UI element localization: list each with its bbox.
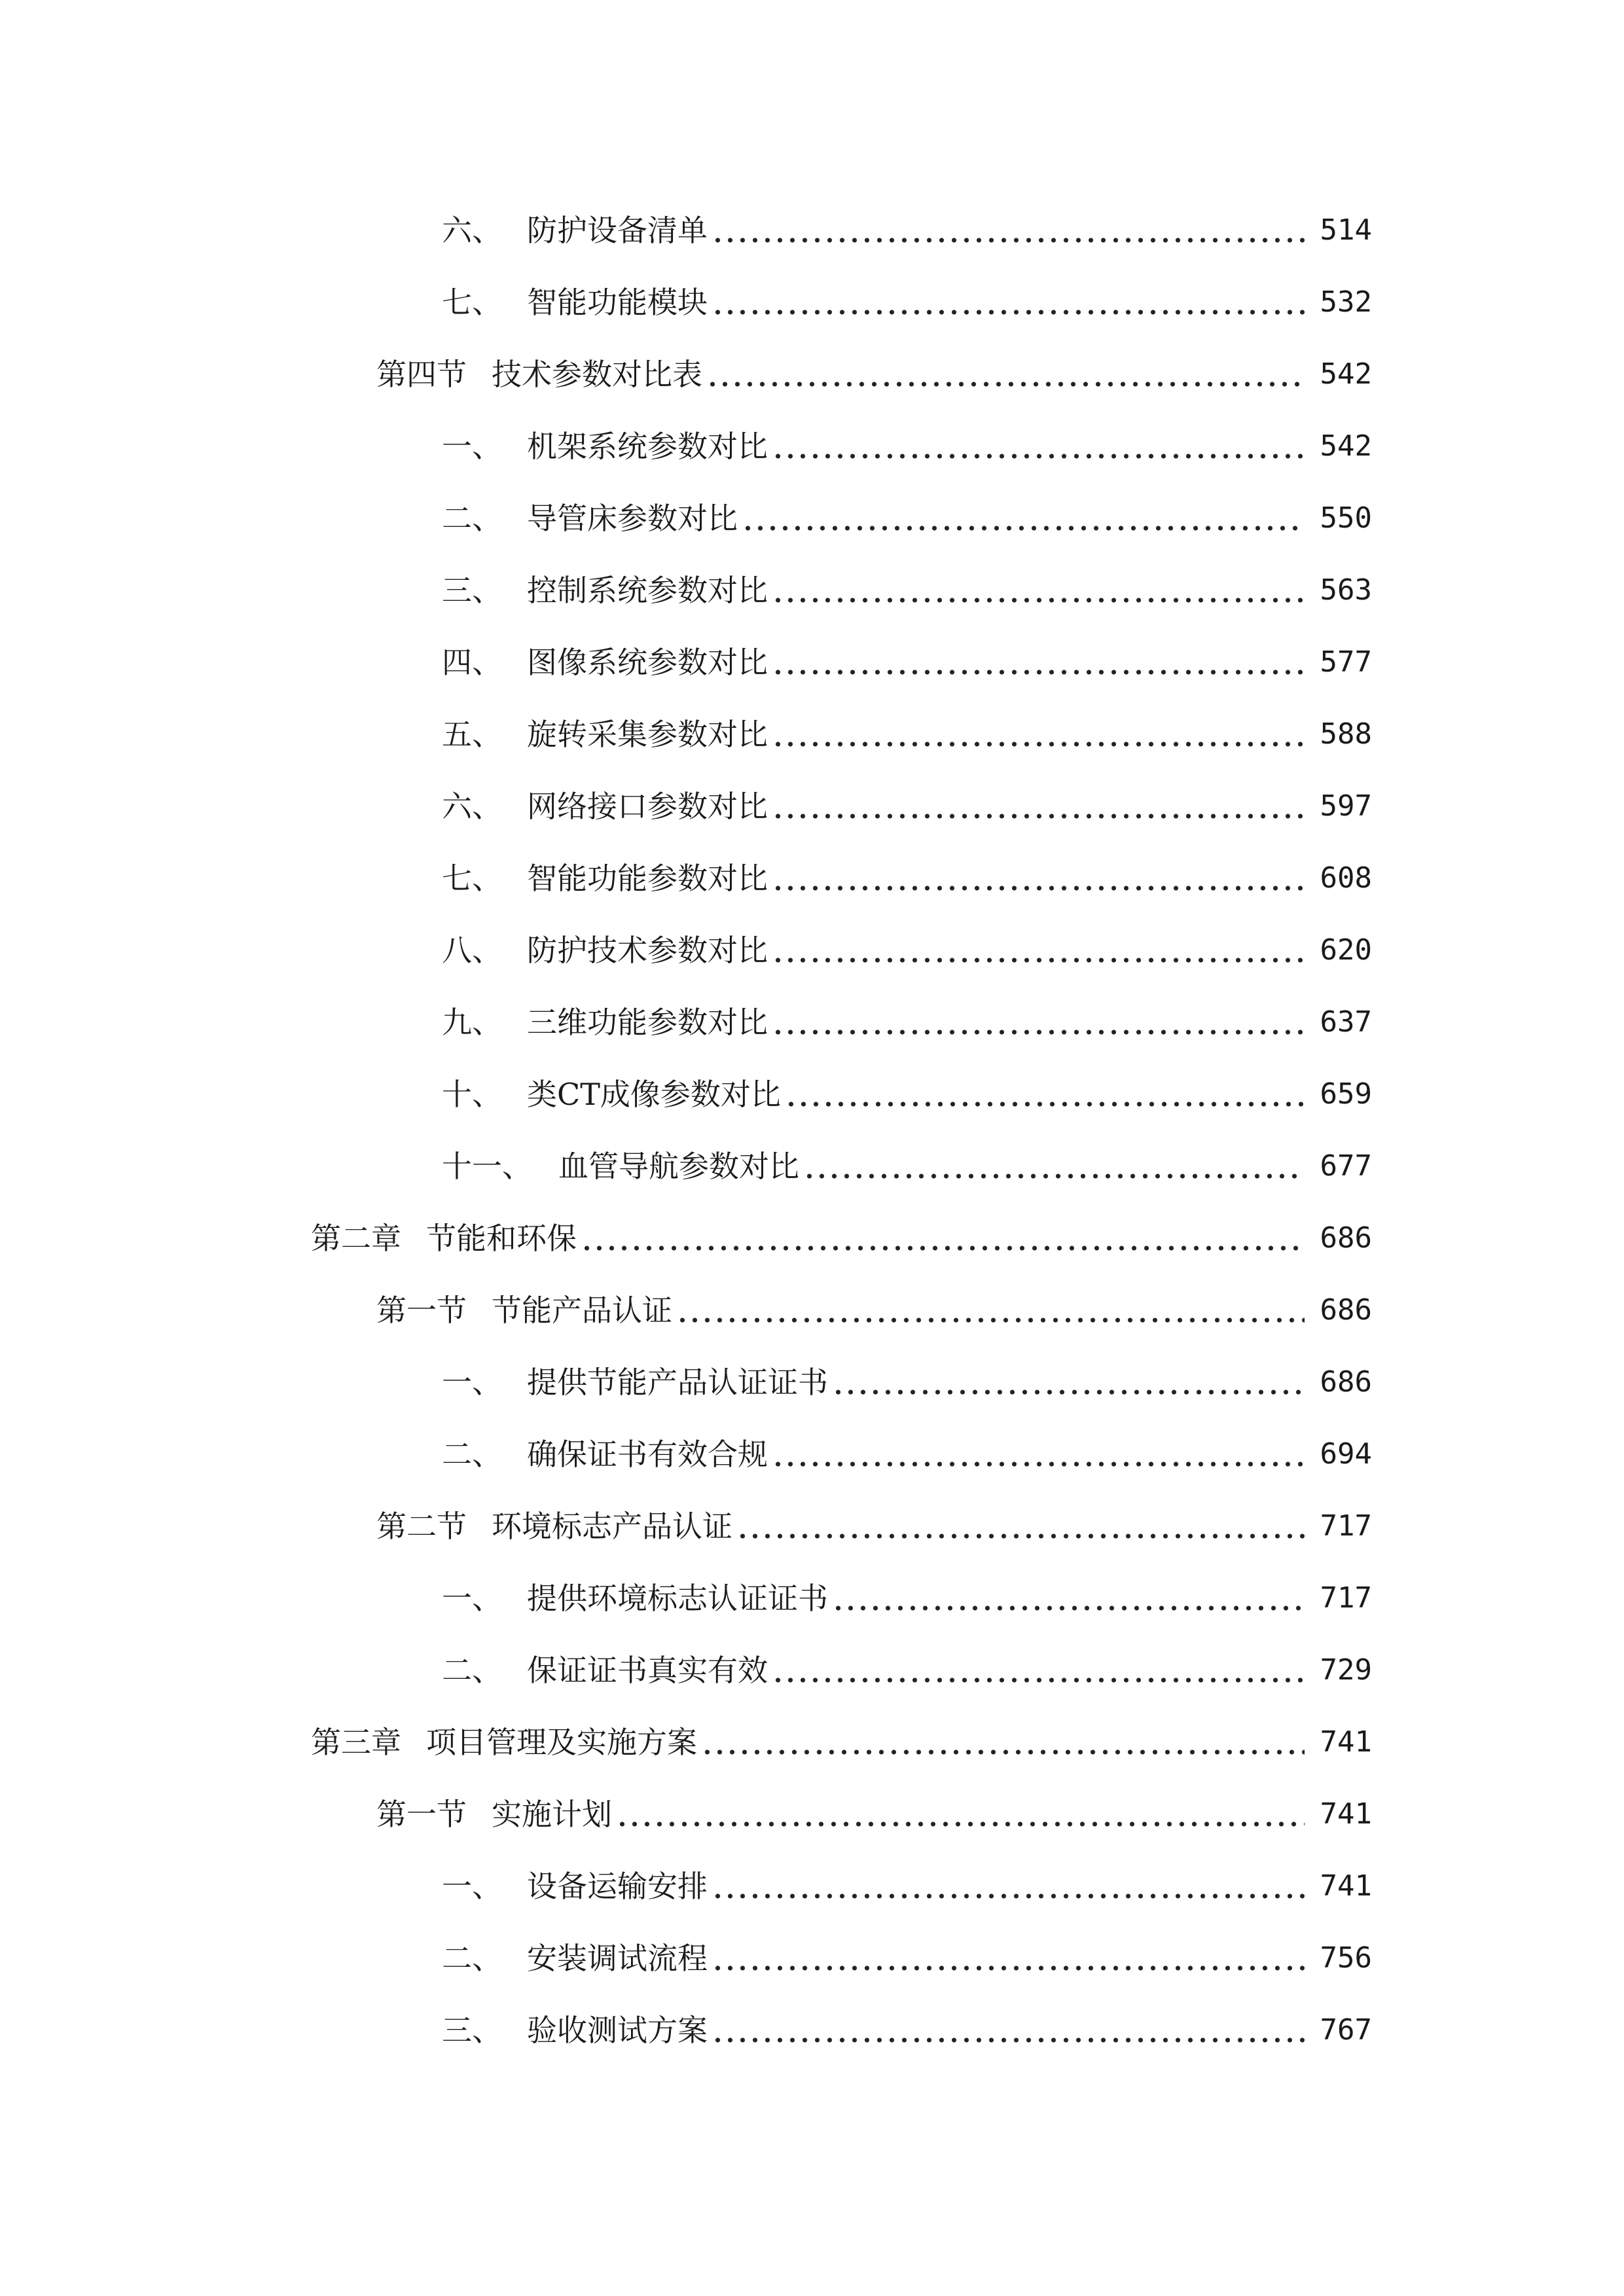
toc-entry[interactable] <box>442 1644 1372 1696</box>
toc-entry-number: 一、 <box>442 1581 502 1616</box>
toc-entry-number: 第四节 <box>376 357 467 392</box>
toc-dot-leader <box>712 1932 1305 1984</box>
toc-entry-page: 686 <box>1320 1221 1372 1255</box>
toc-entry[interactable] <box>376 1284 1372 1336</box>
toc-entry-title: 机架系统参数对比 <box>527 429 768 464</box>
toc-entry-number: 第一节 <box>376 1293 467 1328</box>
toc-dot-leader <box>772 1428 1305 1480</box>
toc-entry-number: 十、 <box>442 1077 502 1112</box>
toc-dot-leader <box>832 1356 1305 1408</box>
toc-dot-leader <box>676 1284 1305 1336</box>
toc-entry[interactable] <box>442 2004 1372 2056</box>
toc-entry-page: 659 <box>1320 1077 1372 1111</box>
toc-entry-title: 环境标志产品认证 <box>492 1509 732 1544</box>
toc-entry-number: 四、 <box>442 645 502 680</box>
toc-entry-page: 588 <box>1320 717 1372 751</box>
toc-entry-page: 741 <box>1320 1725 1372 1759</box>
toc-dot-leader <box>736 1500 1305 1552</box>
toc-dot-leader <box>772 852 1305 905</box>
toc-entry-page: 686 <box>1320 1365 1372 1399</box>
toc-entry-title: 节能产品认证 <box>492 1293 672 1328</box>
toc-entry-title: 血管导航参数对比 <box>558 1149 799 1184</box>
toc-entry[interactable] <box>442 1068 1372 1121</box>
toc-entry-page: 677 <box>1320 1149 1372 1183</box>
toc-entry-number: 七、 <box>442 285 502 320</box>
toc-entry[interactable] <box>442 852 1372 905</box>
toc-entry-number: 第三章 <box>311 1725 401 1760</box>
toc-entry-title: 技术参数对比表 <box>492 357 702 392</box>
toc-entry-page: 694 <box>1320 1437 1372 1471</box>
toc-entry-page: 597 <box>1320 789 1372 823</box>
toc-entry-page: 717 <box>1320 1509 1372 1543</box>
toc-entry-number: 七、 <box>442 861 502 896</box>
toc-dot-leader <box>772 1644 1305 1696</box>
toc-entry[interactable] <box>311 1212 1372 1265</box>
toc-entry-title: 防护技术参数对比 <box>527 933 768 968</box>
toc-dot-leader <box>706 348 1305 401</box>
toc-entry[interactable] <box>442 1140 1372 1193</box>
toc-entry-title: 项目管理及实施方案 <box>426 1725 697 1760</box>
toc-entry-title: 智能功能参数对比 <box>527 861 768 896</box>
toc-dot-leader <box>772 780 1305 833</box>
toc-dot-leader <box>712 1860 1305 1912</box>
toc-dot-leader <box>803 1140 1305 1193</box>
toc-dot-leader <box>772 924 1305 977</box>
toc-entry-number: 六、 <box>442 789 502 824</box>
toc-entry-title: 三维功能参数对比 <box>527 1005 768 1040</box>
toc-entry[interactable] <box>442 996 1372 1049</box>
toc-entry[interactable] <box>442 924 1372 977</box>
toc-entry-page: 542 <box>1320 429 1372 463</box>
toc-dot-leader <box>772 708 1305 761</box>
toc-entry-number: 一、 <box>442 1365 502 1400</box>
toc-entry-page: 756 <box>1320 1941 1372 1975</box>
toc-entry[interactable] <box>442 1860 1372 1912</box>
toc-entry-title: 智能功能模块 <box>527 285 708 320</box>
toc-entry[interactable] <box>442 1428 1372 1480</box>
toc-dot-leader <box>616 1788 1305 1840</box>
toc-entry-number: 第二章 <box>311 1221 401 1256</box>
toc-entry-page: 620 <box>1320 933 1372 967</box>
toc-entry[interactable] <box>442 204 1372 257</box>
toc-entry-title: 类CT成像参数对比 <box>527 1077 781 1112</box>
toc-entry-title: 保证证书真实有效 <box>527 1653 768 1688</box>
toc-entry-page: 767 <box>1320 2013 1372 2047</box>
toc-entry-title: 图像系统参数对比 <box>527 645 768 680</box>
toc-dot-leader <box>712 204 1305 257</box>
toc-dot-leader <box>581 1212 1305 1265</box>
toc-entry-number: 六、 <box>442 213 502 248</box>
toc-entry-title: 控制系统参数对比 <box>527 573 768 608</box>
toc-entry-number: 二、 <box>442 501 502 536</box>
toc-dot-leader <box>772 636 1305 689</box>
toc-dot-leader <box>785 1068 1305 1121</box>
toc-entry-number: 第一节 <box>376 1797 467 1832</box>
toc-entry-page: 717 <box>1320 1581 1372 1615</box>
toc-entry[interactable] <box>442 276 1372 329</box>
toc-entry-page: 542 <box>1320 357 1372 391</box>
toc-dot-leader <box>701 1716 1305 1768</box>
toc-entry-number: 三、 <box>442 573 502 608</box>
toc-entry-title: 网络接口参数对比 <box>527 789 768 824</box>
toc-entry-title: 提供节能产品认证证书 <box>527 1365 828 1400</box>
toc-entry[interactable] <box>442 708 1372 761</box>
toc-entry-number: 一、 <box>442 1869 502 1904</box>
toc-entry-number: 三、 <box>442 2013 502 2048</box>
toc-entry-title: 确保证书有效合规 <box>527 1437 768 1472</box>
toc-entry-page: 514 <box>1320 213 1372 247</box>
toc-entry-number: 二、 <box>442 1437 502 1472</box>
toc-entry-title: 防护设备清单 <box>527 213 708 248</box>
toc-entry-page: 637 <box>1320 1005 1372 1039</box>
toc-entry-number: 十一、 <box>442 1149 532 1184</box>
toc-entry-title: 提供环境标志认证证书 <box>527 1581 828 1616</box>
toc-entry-page: 532 <box>1320 285 1372 319</box>
toc-entry-title: 节能和环保 <box>426 1221 577 1256</box>
toc-entry[interactable] <box>442 492 1372 545</box>
toc-entry-page: 563 <box>1320 573 1372 607</box>
toc-dot-leader <box>772 996 1305 1049</box>
toc-entry[interactable] <box>442 1356 1372 1408</box>
toc-dot-leader <box>712 2004 1305 2056</box>
toc-entry[interactable] <box>442 564 1372 617</box>
toc-entry-page: 608 <box>1320 861 1372 895</box>
toc-entry[interactable] <box>311 1716 1372 1768</box>
toc-entry-page: 741 <box>1320 1797 1372 1831</box>
toc-entry-number: 二、 <box>442 1653 502 1688</box>
toc-entry-page: 741 <box>1320 1869 1372 1903</box>
toc-entry[interactable] <box>442 780 1372 833</box>
toc-entry-title: 设备运输安排 <box>527 1869 708 1904</box>
toc-dot-leader <box>832 1572 1305 1624</box>
toc-entry-title: 实施计划 <box>492 1797 612 1832</box>
toc-entry-title: 验收测试方案 <box>527 2013 708 2048</box>
toc-entry-number: 五、 <box>442 717 502 752</box>
toc-entry-page: 729 <box>1320 1653 1372 1687</box>
toc-entry-number: 一、 <box>442 429 502 464</box>
toc-dot-leader <box>772 564 1305 617</box>
toc-entry-number: 第二节 <box>376 1509 467 1544</box>
toc-entry[interactable] <box>442 1572 1372 1624</box>
toc-entry-number: 八、 <box>442 933 502 968</box>
toc-entry-number: 九、 <box>442 1005 502 1040</box>
toc-entry[interactable] <box>376 348 1372 401</box>
toc-dot-leader <box>742 492 1305 545</box>
toc-entry-number: 二、 <box>442 1941 502 1976</box>
toc-entry[interactable] <box>442 1932 1372 1984</box>
toc-entry-title: 旋转采集参数对比 <box>527 717 768 752</box>
toc-entry[interactable] <box>442 636 1372 689</box>
toc-entry[interactable] <box>442 420 1372 473</box>
toc-entry-title: 安装调试流程 <box>527 1941 708 1976</box>
toc-entry[interactable] <box>376 1500 1372 1552</box>
toc-entry-page: 550 <box>1320 501 1372 535</box>
toc-dot-leader <box>712 276 1305 329</box>
toc-entry-title: 导管床参数对比 <box>527 501 738 536</box>
toc-entry-page: 686 <box>1320 1293 1372 1327</box>
toc-entry[interactable] <box>376 1788 1372 1840</box>
toc-entry-page: 577 <box>1320 645 1372 679</box>
toc-dot-leader <box>772 420 1305 473</box>
